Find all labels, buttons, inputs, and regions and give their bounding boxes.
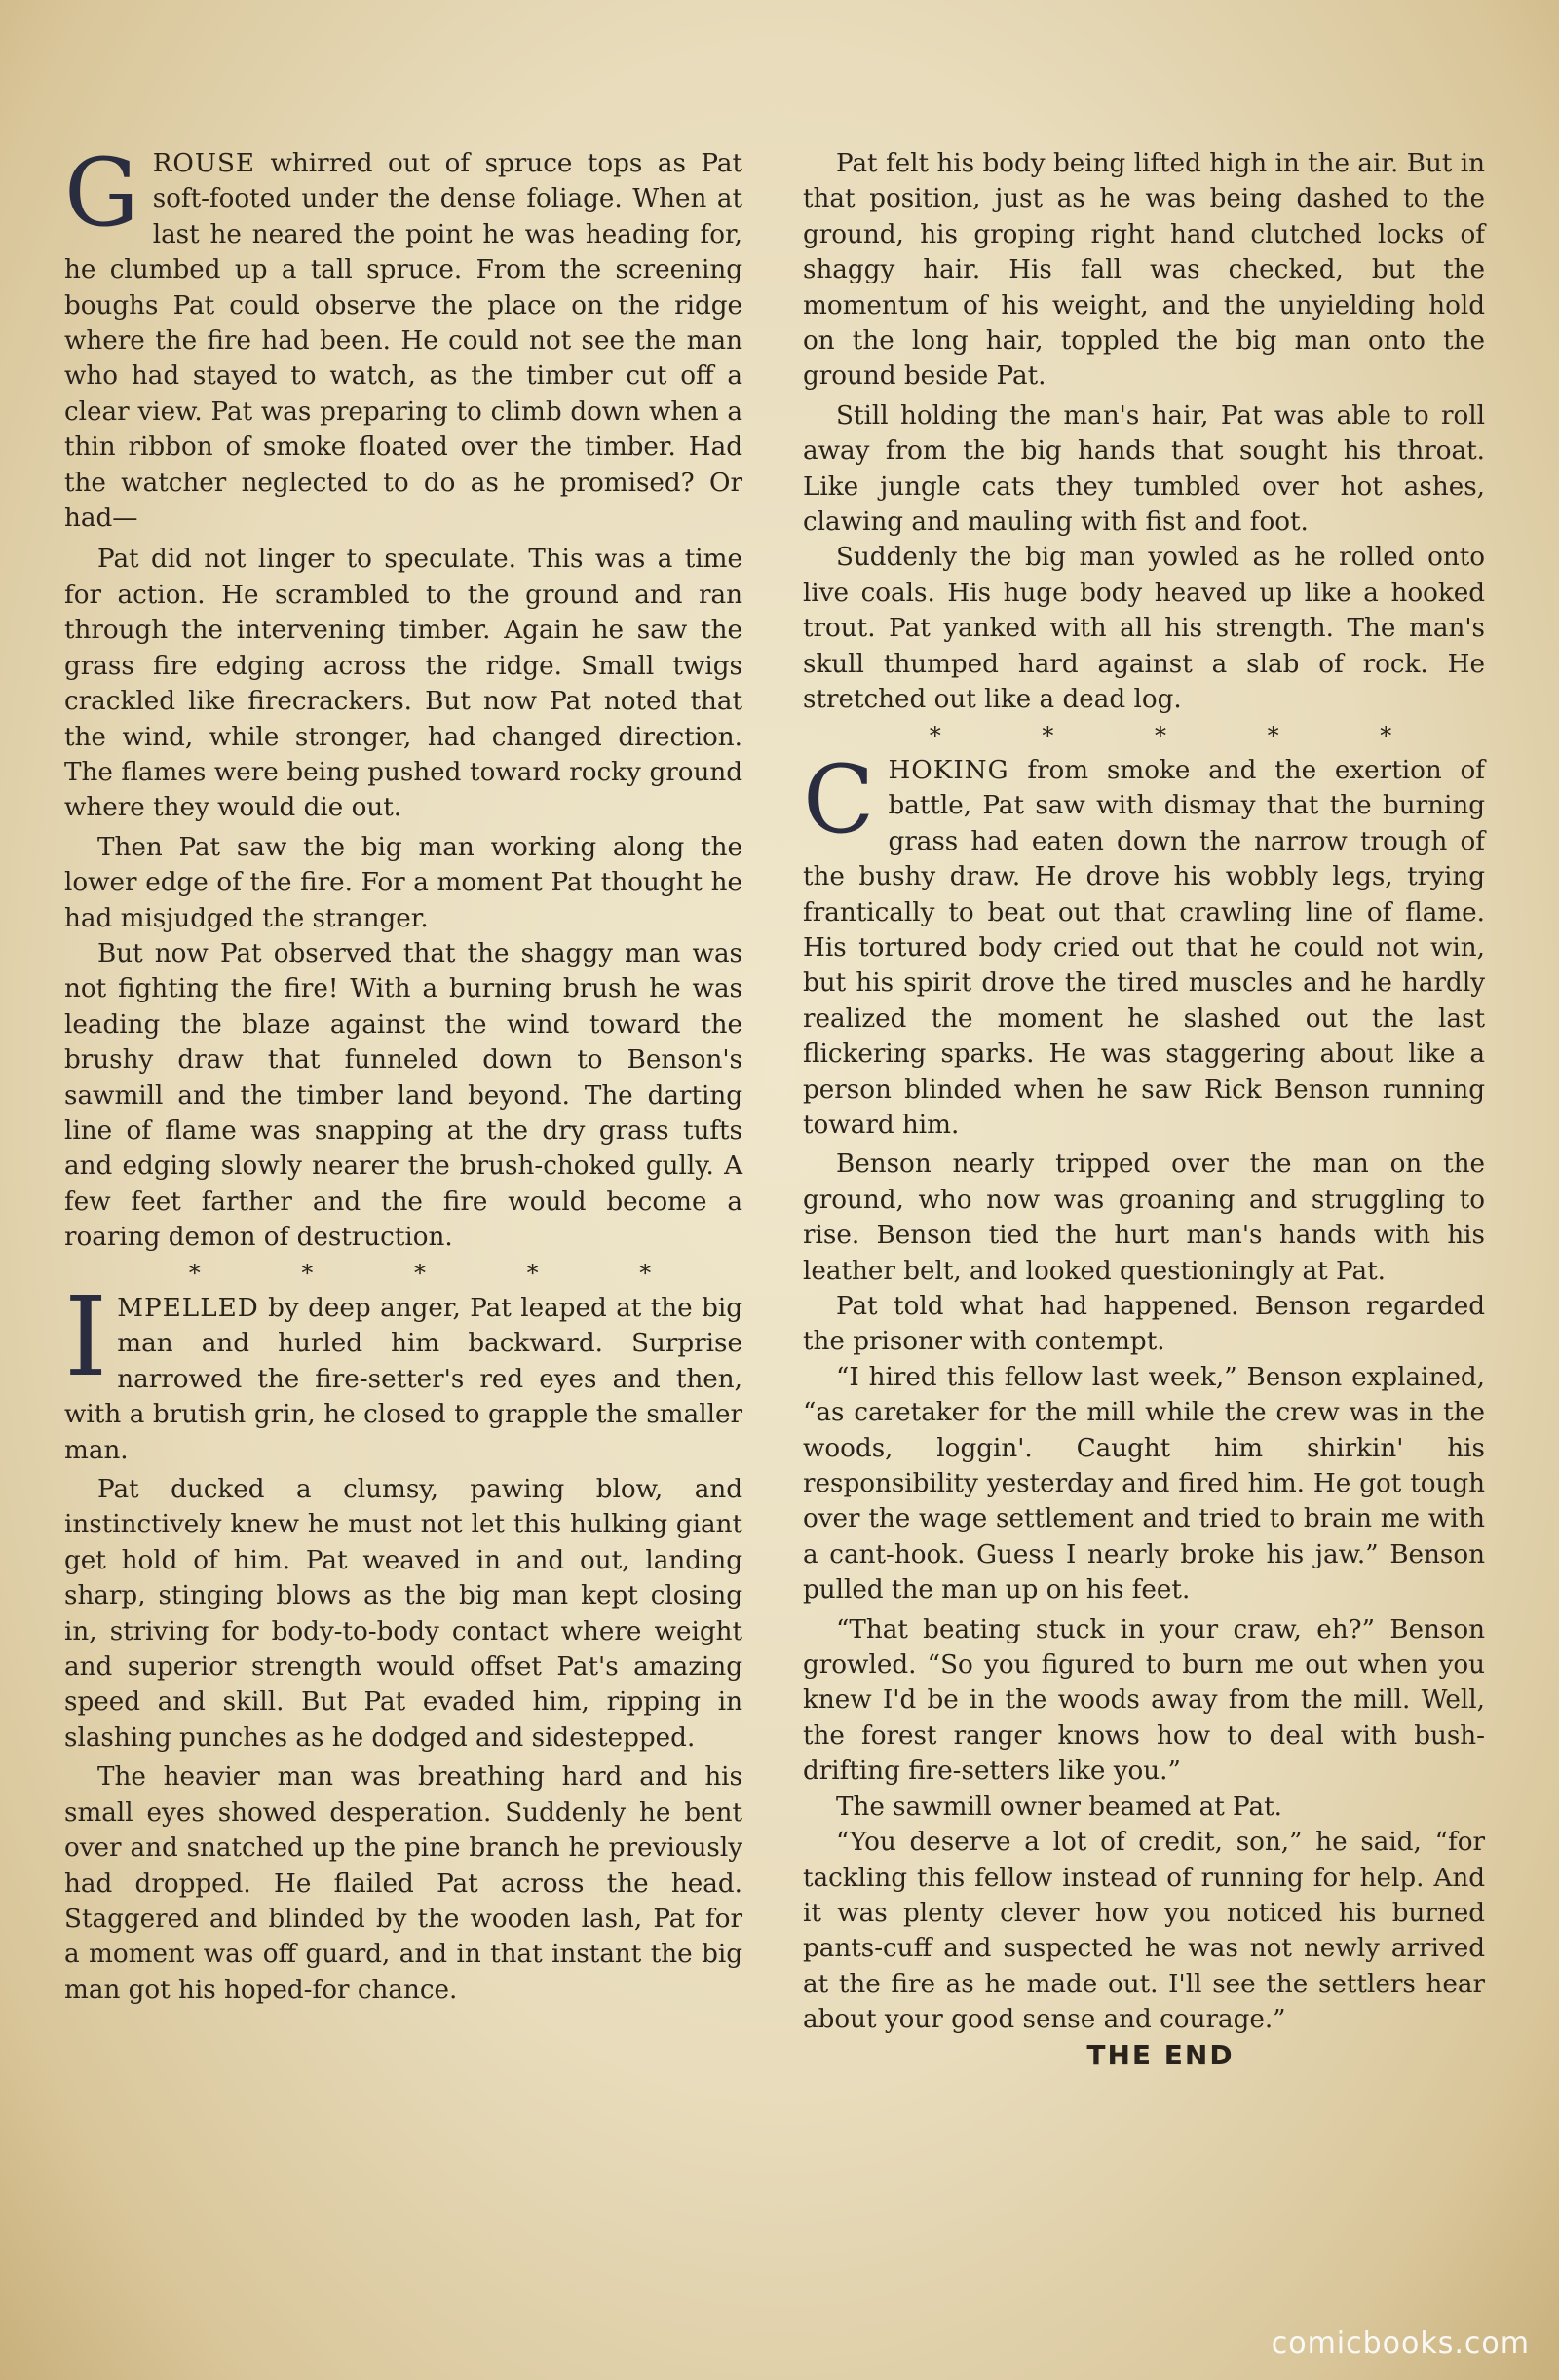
paragraph: The sawmill owner beamed at Pat. xyxy=(836,1792,1282,1822)
watermark: comicbooks.com xyxy=(1271,2326,1530,2361)
paragraph: Pat felt his body being lifted high in the air. But in that position, just as he was being dashed to the ground, his groping right hand clutched locks of shaggy hair. His fall was checked, but the momentum of his weight, and the unyielding hold on the long hair, toppled the big man onto the ground beside Pat. xyxy=(803,149,1485,392)
paragraph: But now Pat observed that the shaggy man was not fighting the fire! With a burning brush he was leading the blaze against the wind toward the brushy draw that funneled down to Benson's sawmill and the timber land beyond. The darting line of flame was snapping at the dry grass tufts and edging slowly nearer the brush-choked gully. A few feet farther and the fire would become a roaring demon of destruction. xyxy=(64,938,742,1253)
small-caps-lead: HOKING xyxy=(888,755,1009,785)
left-column xyxy=(64,138,742,2008)
paragraph: Suddenly the big man yowled as he rolled onto live coals. His huge body heaved up like a hooked trout. Pat yanked with all his strength. The man's skull thumped hard against a slab of rock. He stretched out like a dead log. xyxy=(803,543,1485,715)
drop-cap: C xyxy=(803,744,875,854)
paragraph-text: whirred out of spruce tops as Pat soft-footed under the dense foliage. When at last he neared the point he was heading for, he clumbed up a tall spruce. From the screening boughs Pat could observe the place on the ridge where the fire had been. He could not see the man who had stayed to watch, as the timber cut off a clear view. Pat was preparing to climb down when a thin ribbon of smoke floated over the timber. Had the watcher neglected to do as he promised? Or had— xyxy=(64,149,742,534)
small-caps-lead: ROUSE xyxy=(152,149,256,178)
paragraph: Pat told what had happened. Benson regarded the prisoner with contempt. xyxy=(803,1292,1485,1357)
paragraph xyxy=(64,1274,742,1468)
paragraph-text: by deep anger, Pat leaped at the big man and hurled him backward. Surprise narrowed the fire-setter's red eyes and then, with a brutish grin, he closed to grapple the smaller man. xyxy=(64,1294,742,1465)
paragraph: Then Pat saw the big man working along the lower edge of the fire. For a moment Pat thought he had misjudged the stranger. xyxy=(64,832,742,933)
paragraph xyxy=(64,138,742,536)
paragraph: “I hired this fellow last week,” Benson explained, “as caretaker for the mill while the crew was in the woods, loggin'. Caught him shirkin' his responsibility yesterday and fired him. He got tough over the wage settlement and tried to brain me with a cant-hook. Guess I nearly broke his jaw.” Benson pulled the man up on his feet. xyxy=(803,1362,1485,1606)
paragraph: The heavier man was breathing hard and his small eyes showed desperation. Suddenly he bent over and snatched up the pine branch he previously had dropped. He flailed Pat across the head. Staggered and blinded by the wooden lash, Pat for a moment was off guard, and in that instant the big man got his hoped-for chance. xyxy=(64,1762,742,2005)
paragraph: “That beating stuck in your craw, eh?” Benson growled. “So you figured to burn me out when you knew I'd be in the woods away from the mill. Well, the forest ranger knows how to deal with bush-drifting fire-setters like you.” xyxy=(803,1614,1485,1787)
paragraph xyxy=(803,744,1485,1143)
paragraph: Pat ducked a clumsy, pawing blow, and instinctively knew he must not let this hulking giant get hold of him. Pat weaved in and out, landing sharp, stinging blows as the big man kept closing in, striving for body-to-body contact where weight and superior strength would offset Pat's amazing speed and skill. But Pat evaded him, ripping in slashing punches as he dodged and sidestepped. xyxy=(64,1475,742,1753)
drop-cap: G xyxy=(64,138,139,247)
drop-cap: I xyxy=(64,1274,108,1401)
paragraph-text: from smoke and the exertion of battle, Pat saw with dismay that the burning grass had eaten down the narrow trough of the bushy draw. He drove his wobbly legs, trying frantically to beat out that crawling line of flame. His tortured body cried out that he could not win, but his spirit drove the tired muscles and he hardly realized the moment he slashed out the last flickering sparks. He was staggering about like a person blinded when he saw Rick Benson running toward him. xyxy=(803,755,1485,1140)
section-divider: * * * * * xyxy=(929,721,1439,749)
paragraph: Benson nearly tripped over the man on the ground, who now was groaning and struggling to rise. Benson tied the hurt man's hands with his leather belt, and looked questioningly at Pat. xyxy=(803,1150,1485,1286)
the-end-label: THE END xyxy=(1086,2038,1235,2071)
paragraph: Still holding the man's hair, Pat was able to roll away from the big hands that sought his throat. Like jungle cats they tumbled over hot ashes, clawing and mauling with fist and foot. xyxy=(803,400,1485,538)
paragraph: Pat did not linger to speculate. This was a time for action. He scrambled to the ground and ran through the intervening timber. Again he saw the grass fire edging across the ridge. Small twigs crackled like firecrackers. But now Pat noted that the wind, while stronger, had changed direction. The flames were being pushed toward rocky ground where they would die out. xyxy=(64,545,742,823)
right-column xyxy=(803,146,1485,2073)
paragraph: “You deserve a lot of credit, son,” he said, “for tackling this fellow instead of running for help. And it was plenty clever how you noticed his burned pants-cuff and suspected he was not newly arrived at the fire as he made out. I'll see the settlers hear about your good sense and courage.” xyxy=(803,1828,1485,2035)
small-caps-lead: MPELLED xyxy=(117,1294,259,1323)
section-divider: * * * * * xyxy=(188,1259,699,1287)
